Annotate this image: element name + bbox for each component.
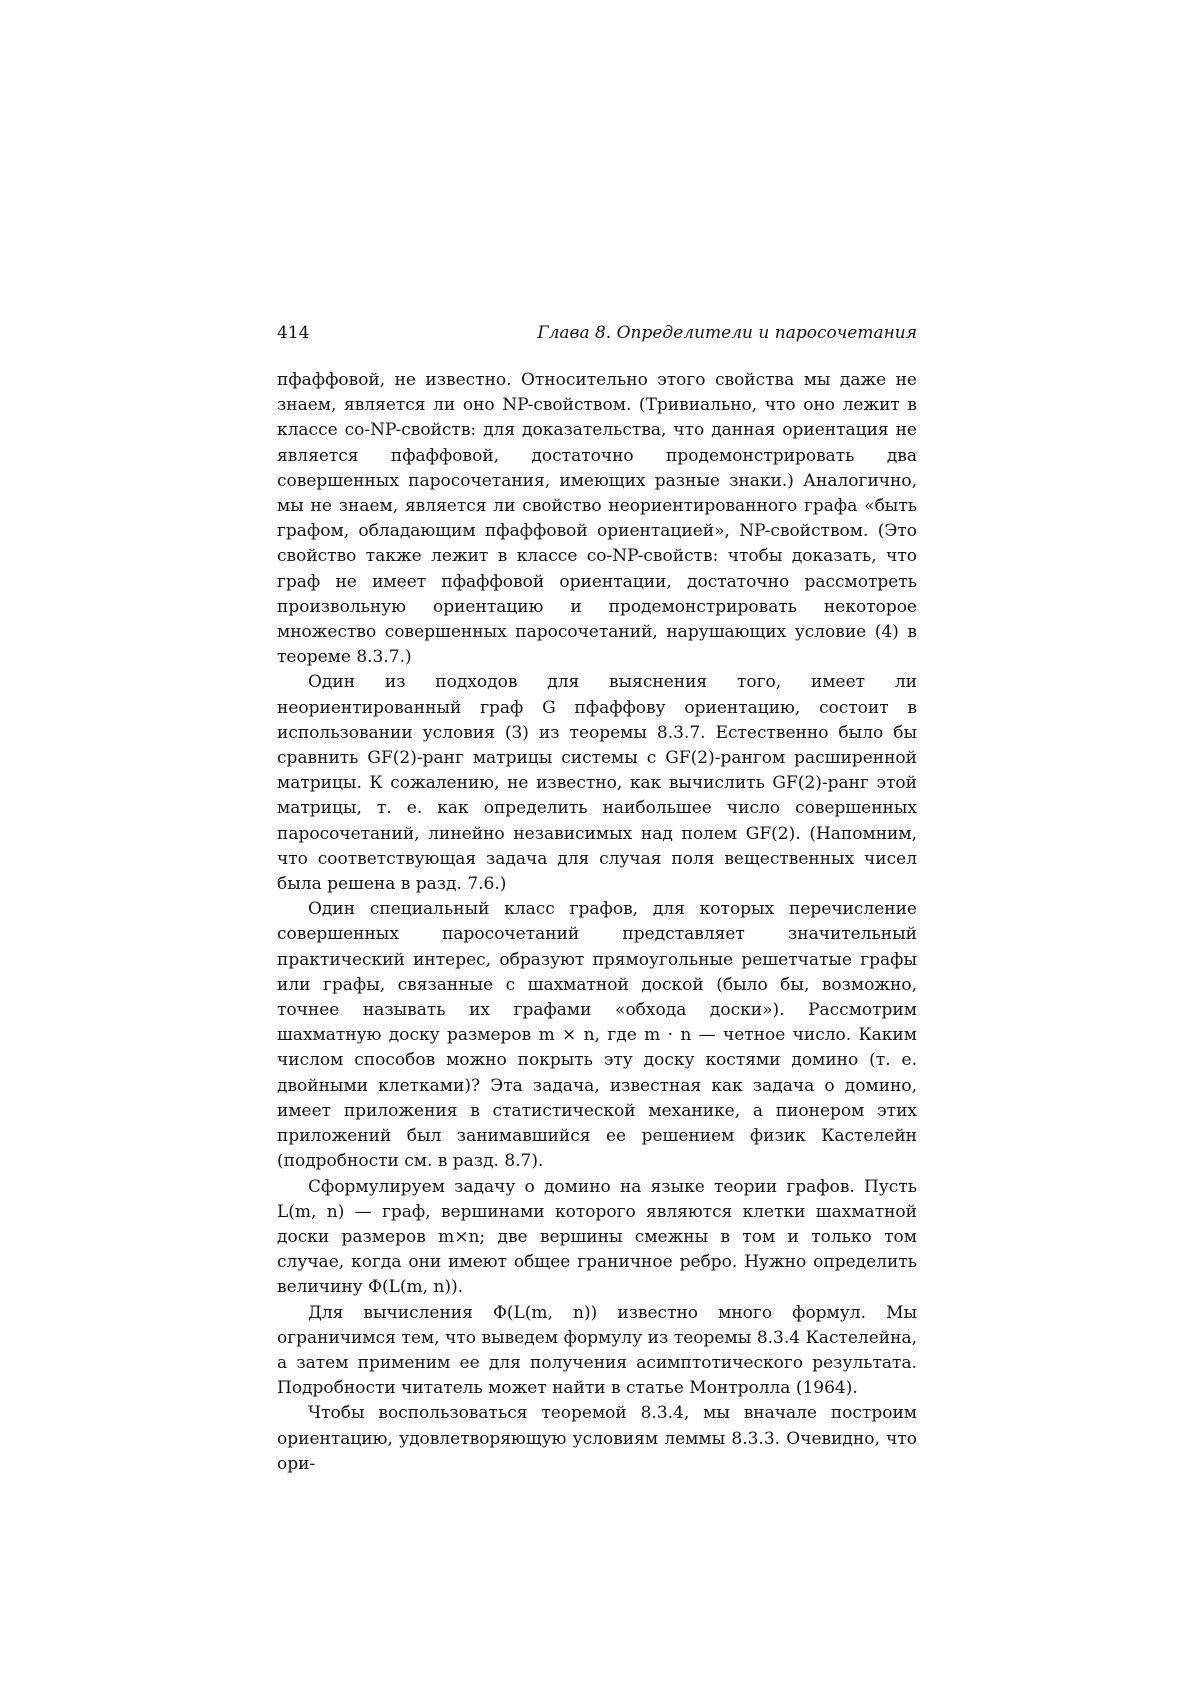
paragraph-chessboard-graphs: Один специальный класс графов, для которых перечисление совершенных паросочетаний представляет значительный практический интерес, образуют прямоугольные решетчатые графы или графы, связанные с шахматной доской (было бы, возможно, точнее называть их графами «обхода доски»). Рассмотрим шахматную доску размеров m × n, где m · n — четное число. Каким числом способов можно покрыть эту доску костями домино (т. е. двойными клетками)? Эта задача, известная как задача о домино, имеет приложения в статистической механике, а пионером этих приложений был занимавшийся ее решением физик Кастелейн (подробности см. в разд. 8.7). [277,899,917,1172]
body-text [277,368,917,1477]
chapter-title: Глава 8. Определители и паросочетания [537,323,917,343]
paragraph-pfaffian-approach: Один из подходов для выяснения того, имеет ли неориентированный граф G пфаффову ориентацию, состоит в использовании условия (3) из теоремы 8.3.7. Естественно было бы сравнить GF(2)-ранг матрицы системы с GF(2)-рангом расширенной матрицы. К сожалению, не известно, как вычислить GF(2)-ранг этой матрицы, т. е. как определить наибольшее число совершенных паросочетаний, линейно независимых над полем GF(2). (Напомним, что соответствующая задача для случая поля вещественных чисел была решена в разд. 7.6.) [277,672,917,895]
paragraph-domino-problem: Сформулируем задачу о домино на языке теории графов. Пусть L(m, n) — граф, вершинами которого являются клетки шахматной доски размеров m×n; две вершины смежны в том и только том случае, когда они имеют общее граничное ребро. Нужно определить величину Φ(L(m, n)). [277,1176,917,1298]
paragraph-continuation: пфаффовой, не известно. Относительно этого свойства мы даже не знаем, является ли оно NP-свойством. (Тривиально, что оно лежит в классе co-NP-свойств: для доказательства, что данная ориентация не является пфаффовой, достаточно продемонстрировать два совершенных паросочетания, имеющих разные знаки.) Аналогично, мы не знаем, является ли свойство неориентированного графа «быть графом, обладающим пфаффовой ориентацией», NP-свойством. (Это свойство также лежит в классе co-NP-свойств: чтобы доказать, что граф не имеет пфаффовой ориентации, достаточно рассмотреть произвольную ориентацию и продемонстрировать некоторое множество совершенных паросочетаний, нарушающих условие (4) в теореме 8.3.7.) [277,370,917,668]
paragraph-formulas: Для вычисления Φ(L(m, n)) известно много формул. Мы ограничимся тем, что выведем формулу из теоремы 8.3.4 Кастелейна, а затем применим ее для получения асимптотического результата. Подробности читатель может найти в статье Монтролла (1964). [277,1302,917,1399]
book-page [277,322,917,1477]
paragraph-orientation: Чтобы воспользоваться теоремой 8.3.4, мы вначале построим ориентацию, удовлетворяющую условиям леммы 8.3.3. Очевидно, что ори- [277,1403,917,1474]
running-head [277,322,917,350]
page-number: 414 [277,323,310,343]
